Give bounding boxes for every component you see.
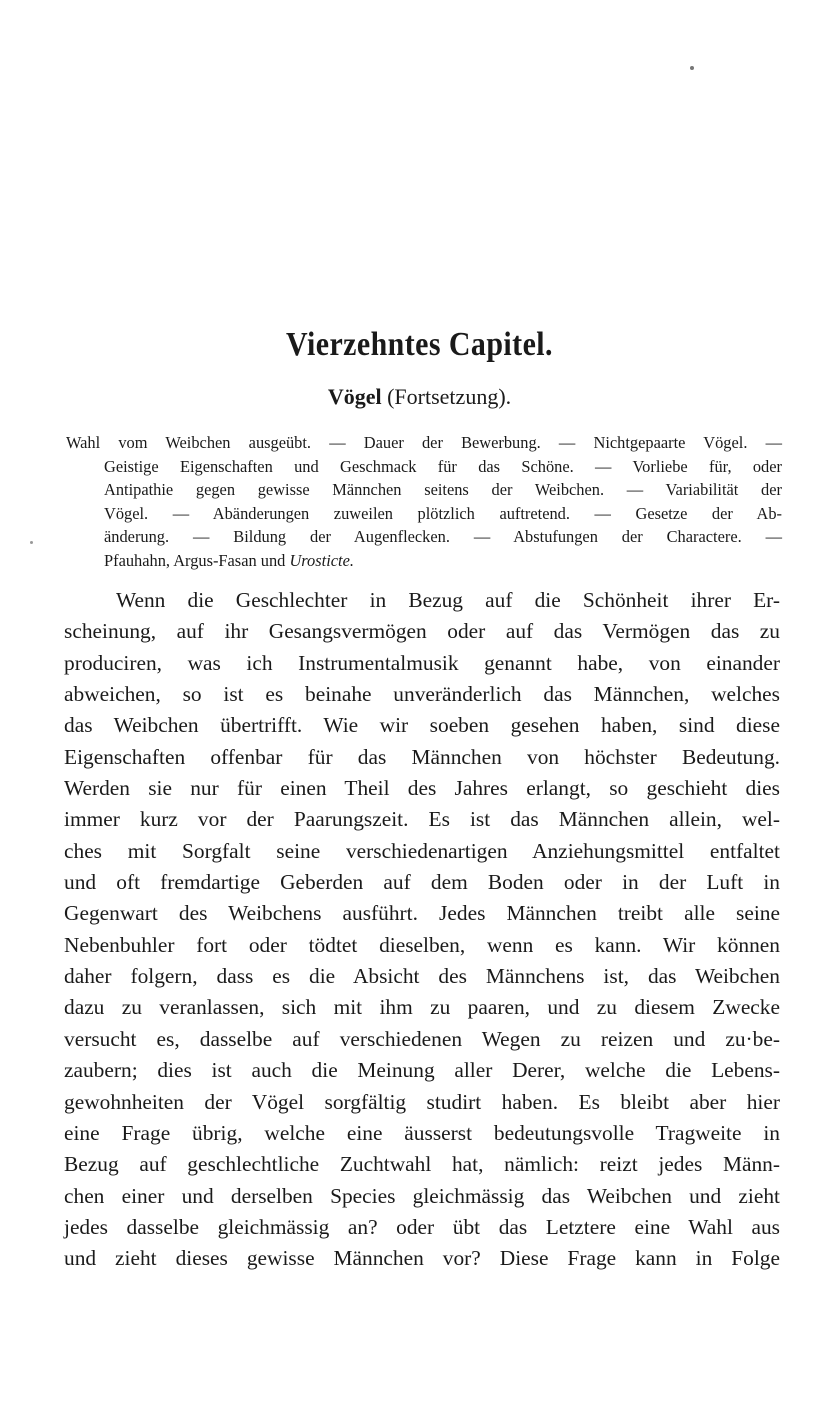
body-line: eine Frage übrig, welche eine äusserst bedeutungsvolle Tragweite in	[64, 1120, 780, 1145]
body-line: abweichen, so ist es beinahe unveränderlich das Männchen, welches	[64, 682, 780, 707]
summary-line: Geistige Eigenschaften und Geschmack für das Schöne. — Vorliebe für, oder	[104, 456, 782, 476]
body-line: versucht es, dasselbe auf verschiedenen Wegen zu reizen und zu·be-	[64, 1026, 780, 1051]
body-line: Eigenschaften offenbar für das Männchen von höchster Bedeutung.	[64, 744, 780, 769]
body-line: Nebenbuhler fort oder tödtet dieselben, wenn es kann. Wir können	[64, 932, 780, 957]
body-line: dazu zu veranlassen, sich mit ihm zu paaren, und zu diesem Zwecke	[64, 995, 780, 1020]
chapter-summary	[66, 431, 782, 572]
chapter-subtitle	[0, 384, 839, 410]
body-line: Wenn die Geschlechter in Bezug auf die Schönheit ihrer Er-	[116, 588, 780, 612]
body-line: zaubern; dies ist auch die Meinung aller Derer, welche die Lebens-	[64, 1058, 780, 1083]
body-line: Gegenwart des Weibchens ausführt. Jedes Männchen treibt alle seine	[64, 901, 780, 926]
body-line: gewohnheiten der Vögel sorgfältig studirt haben. Es bleibt aber hier	[64, 1089, 780, 1114]
body-line: immer kurz vor der Paarungszeit. Es ist das Männchen allein, wel-	[64, 807, 780, 832]
body-line: ches mit Sorgfalt seine verschiedenartigen Anziehungsmittel entfaltet	[64, 838, 780, 863]
body-line: daher folgern, dass es die Absicht des Männchens ist, das Weibchen	[64, 964, 780, 989]
paper-speck	[30, 541, 33, 544]
body-line: Werden sie nur für einen Theil des Jahres erlangt, so geschieht dies	[64, 776, 780, 801]
body-line: und zieht dieses gewisse Männchen vor? Diese Frage kann in Folge	[64, 1246, 780, 1271]
body-line: produciren, was ich Instrumentalmusik genannt habe, von einander	[64, 650, 780, 675]
summary-last-italic: Urosticte.	[289, 550, 354, 570]
body-line: jedes dasselbe gleichmässig an? oder übt das Letztere eine Wahl aus	[64, 1214, 780, 1239]
summary-last-text: Pfauhahn, Argus-Fasan und	[104, 550, 290, 570]
summary-line: Vögel. — Abänderungen zuweilen plötzlich auftretend. — Gesetze der Ab-	[104, 503, 782, 523]
paper-speck	[690, 66, 694, 70]
summary-line: Antipathie gegen gewisse Männchen seitens der Weibchen. — Variabilität der	[104, 480, 782, 499]
body-line: chen einer und derselben Species gleichmässig das Weibchen und zieht	[64, 1183, 780, 1208]
summary-line: Wahl vom Weibchen ausgeübt. — Dauer der Bewerbung. — Nichtgepaarte Vögel. —	[66, 433, 782, 452]
body-line: und oft fremdartige Geberden auf dem Boden oder in der Luft in	[64, 870, 780, 895]
summary-line	[66, 549, 782, 573]
summary-line: änderung. — Bildung der Augenflecken. — Abstufungen der Charactere. —	[104, 527, 782, 546]
body-line: das Weibchen übertrifft. Wie wir soeben gesehen haben, sind diese	[64, 713, 780, 738]
body-line: scheinung, auf ihr Gesangsvermögen oder auf das Vermögen das zu	[64, 619, 780, 644]
subtitle-bold-word: Vögel	[327, 384, 382, 409]
subtitle-rest: (Fortsetzung).	[381, 384, 512, 409]
chapter-title: Vierzehntes Capitel.	[286, 326, 553, 363]
body-paragraph	[64, 585, 780, 1275]
body-line: Bezug auf geschlechtliche Zuchtwahl hat, nämlich: reizt jedes Männ-	[64, 1152, 780, 1177]
